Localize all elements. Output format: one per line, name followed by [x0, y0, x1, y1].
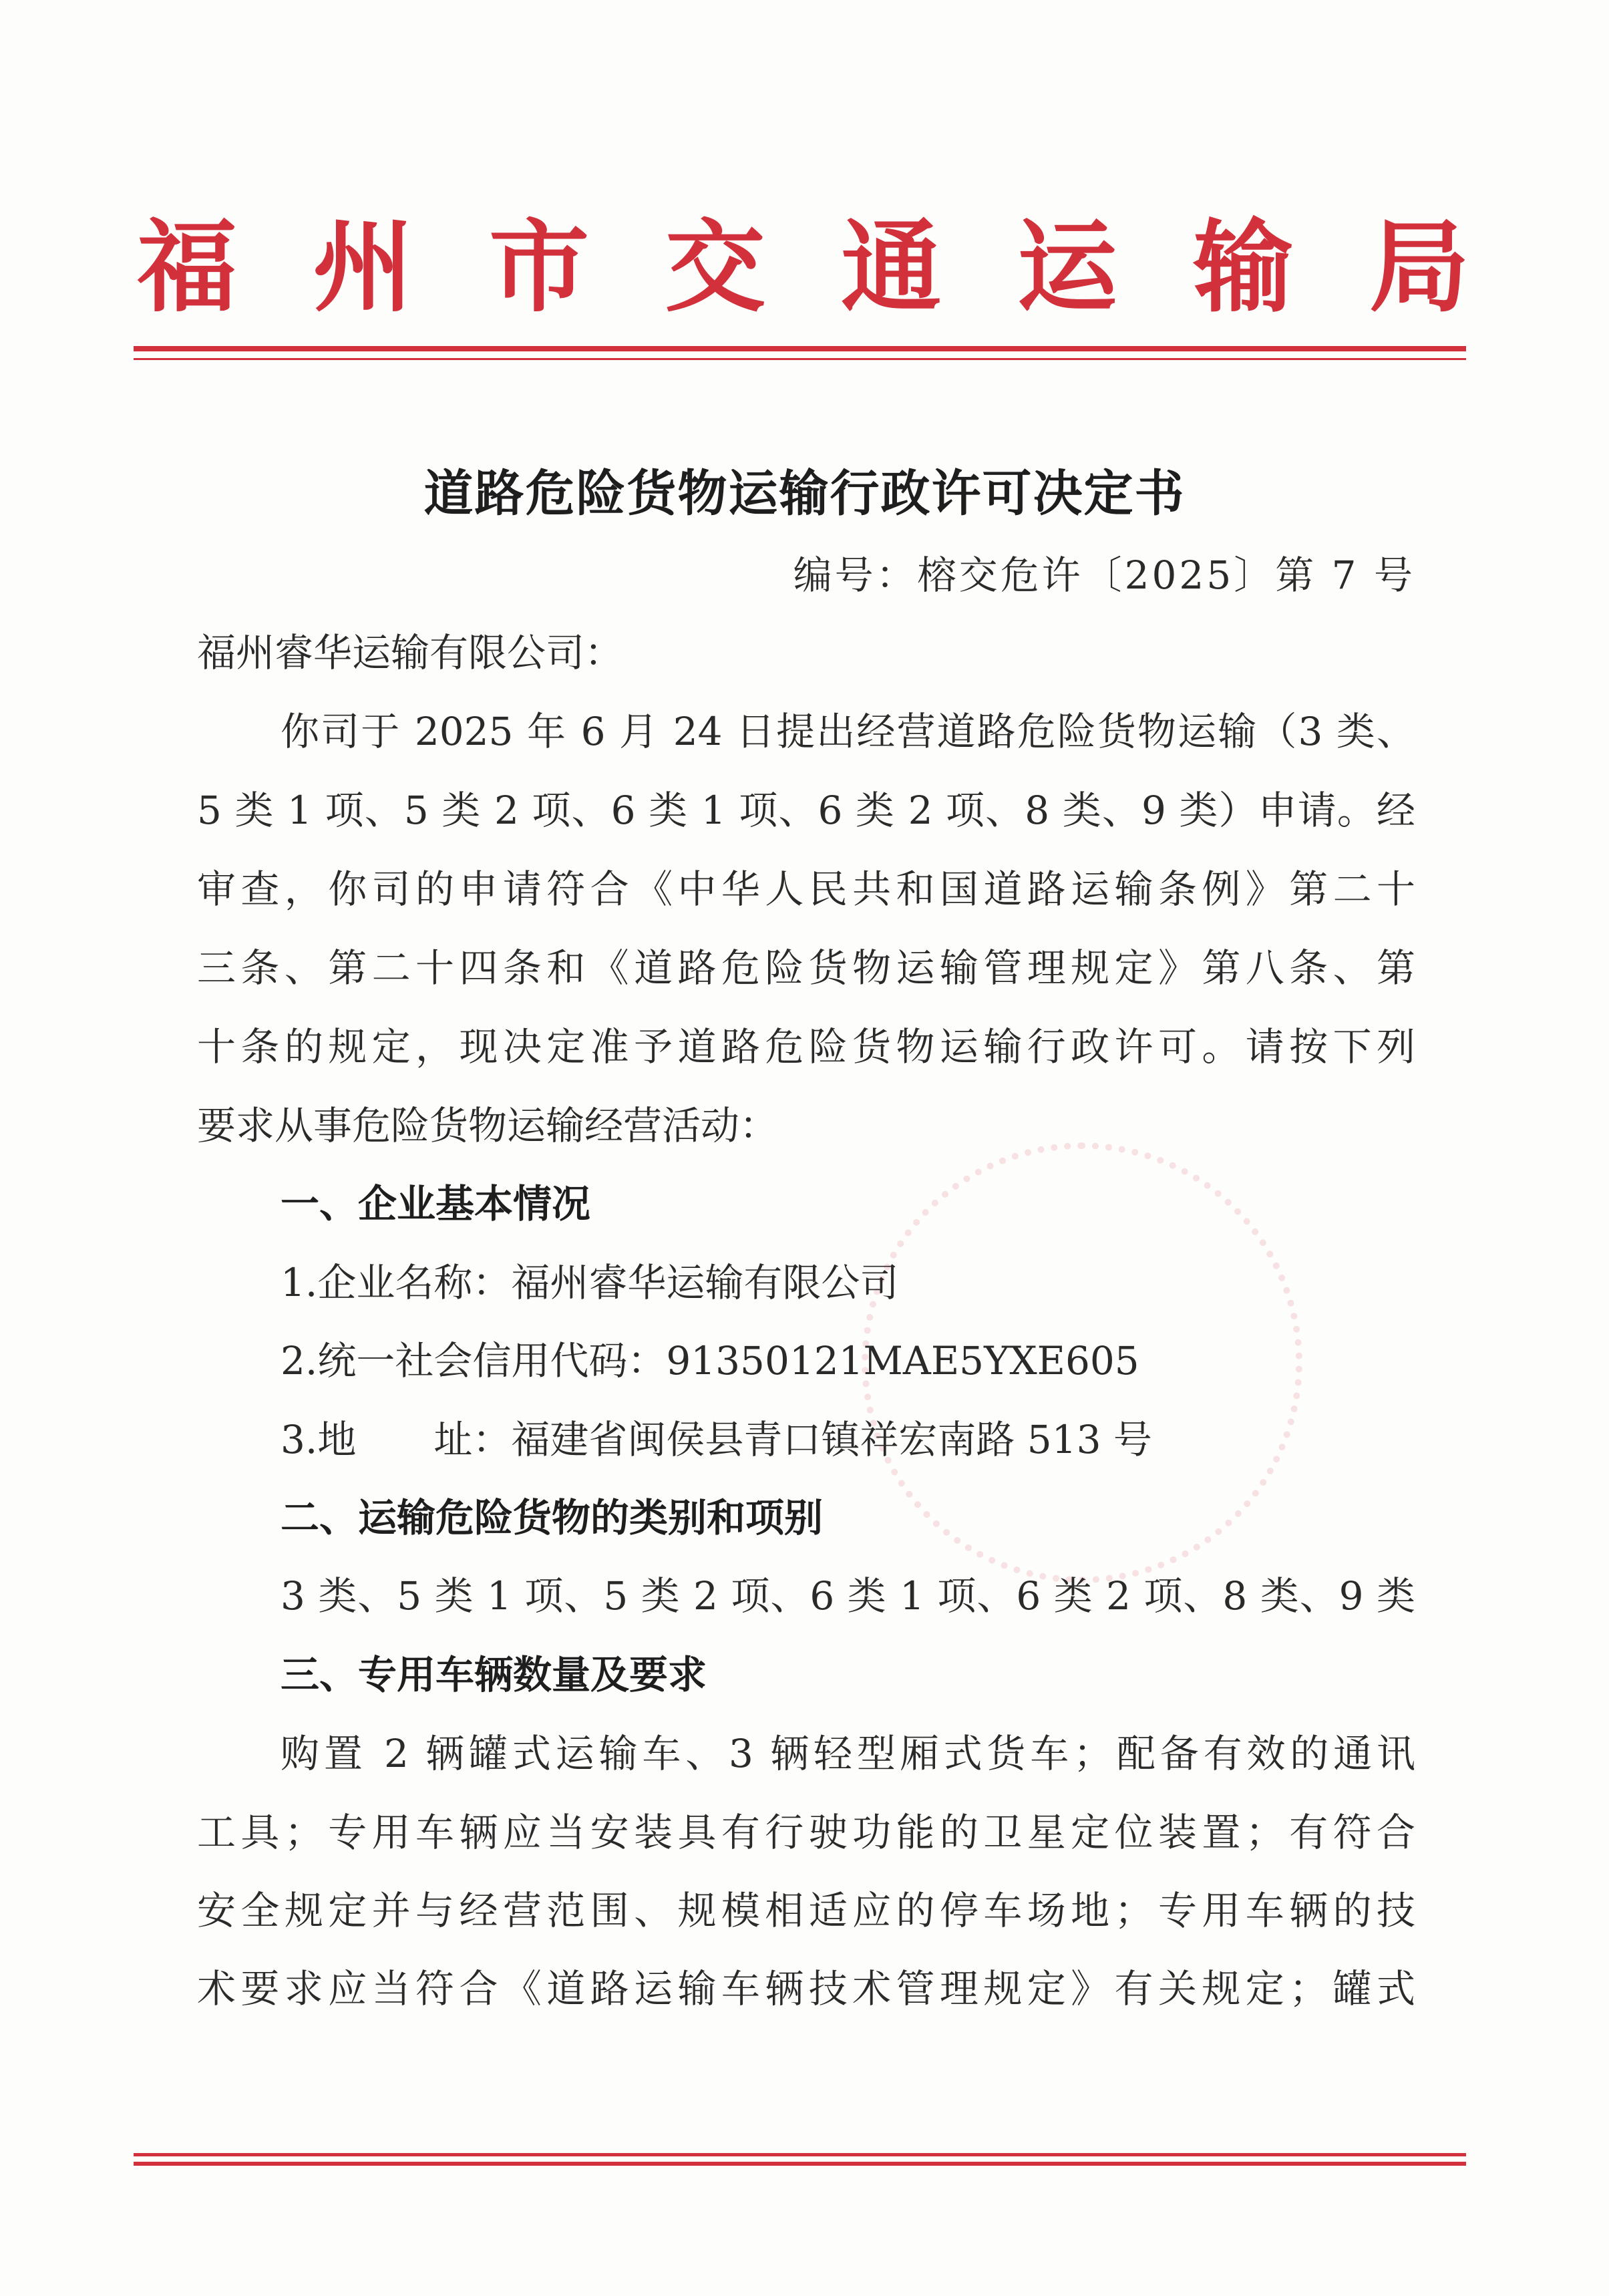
body-line: 5 类 1 项、5 类 2 项、6 类 1 项、6 类 2 项、8 类、9 类）申请。经	[197, 788, 1415, 833]
letterhead-char: 局	[1369, 208, 1469, 326]
footer-rule-thin	[134, 2153, 1466, 2156]
body-line: 十条的规定，现决定准予道路危险货物运输行政许可。请按下列	[197, 1024, 1415, 1070]
document-number: 编号：榕交危许〔2025〕第 7 号	[793, 552, 1415, 598]
letterhead-char: 运	[1017, 208, 1117, 326]
body-line: 要求从事危险货物运输经营活动：	[197, 1103, 779, 1148]
body-line: 工具；专用车辆应当安装具有行驶功能的卫星定位装置；有符合	[197, 1810, 1415, 1855]
header-rule-thin	[134, 358, 1466, 360]
body-line: 术要求应当符合《道路运输车辆技术管理规定》有关规定；罐式	[197, 1966, 1415, 2011]
body-line: 审查，你司的申请符合《中华人民共和国道路运输条例》第二十	[197, 866, 1415, 912]
section-heading: 一、企业基本情况	[281, 1181, 591, 1226]
letterhead-char: 交	[665, 208, 765, 326]
letterhead-org-name	[137, 208, 1469, 326]
body-line: 安全规定并与经营范围、规模相适应的停车场地；专用车辆的技	[197, 1888, 1415, 1933]
address-item: 3.地 址：福建省闽侯县青口镇祥宏南路 513 号	[281, 1417, 1152, 1462]
body-line: 三条、第二十四条和《道路危险货物运输管理规定》第八条、第	[197, 945, 1415, 991]
company-name-item: 1.企业名称：福州睿华运输有限公司	[281, 1260, 899, 1305]
addressee: 福州睿华运输有限公司：	[197, 630, 624, 675]
letterhead-char: 通	[841, 208, 942, 326]
credit-code-item: 2.统一社会信用代码：91350121MAE5YXE605	[281, 1338, 1139, 1383]
footer-rule-thick	[134, 2162, 1466, 2166]
document-title: 道路危险货物运输行政许可决定书	[423, 465, 1186, 522]
section-heading: 三、专用车辆数量及要求	[281, 1652, 707, 1697]
cargo-classes: 3 类、5 类 1 项、5 类 2 项、6 类 1 项、6 类 2 项、8 类、9 类	[281, 1573, 1415, 1619]
letterhead-char: 州	[313, 208, 413, 326]
header-rule-thick	[134, 346, 1466, 351]
letterhead-char: 福	[137, 208, 238, 326]
body-line: 购置 2 辆罐式运输车、3 辆轻型厢式货车；配备有效的通讯	[281, 1731, 1415, 1776]
body-line: 你司于 2025 年 6 月 24 日提出经营道路危险货物运输（3 类、	[281, 709, 1415, 754]
letterhead-char: 输	[1193, 208, 1294, 326]
letterhead-char: 市	[489, 208, 590, 326]
section-heading: 二、运输危险货物的类别和项别	[281, 1495, 824, 1540]
